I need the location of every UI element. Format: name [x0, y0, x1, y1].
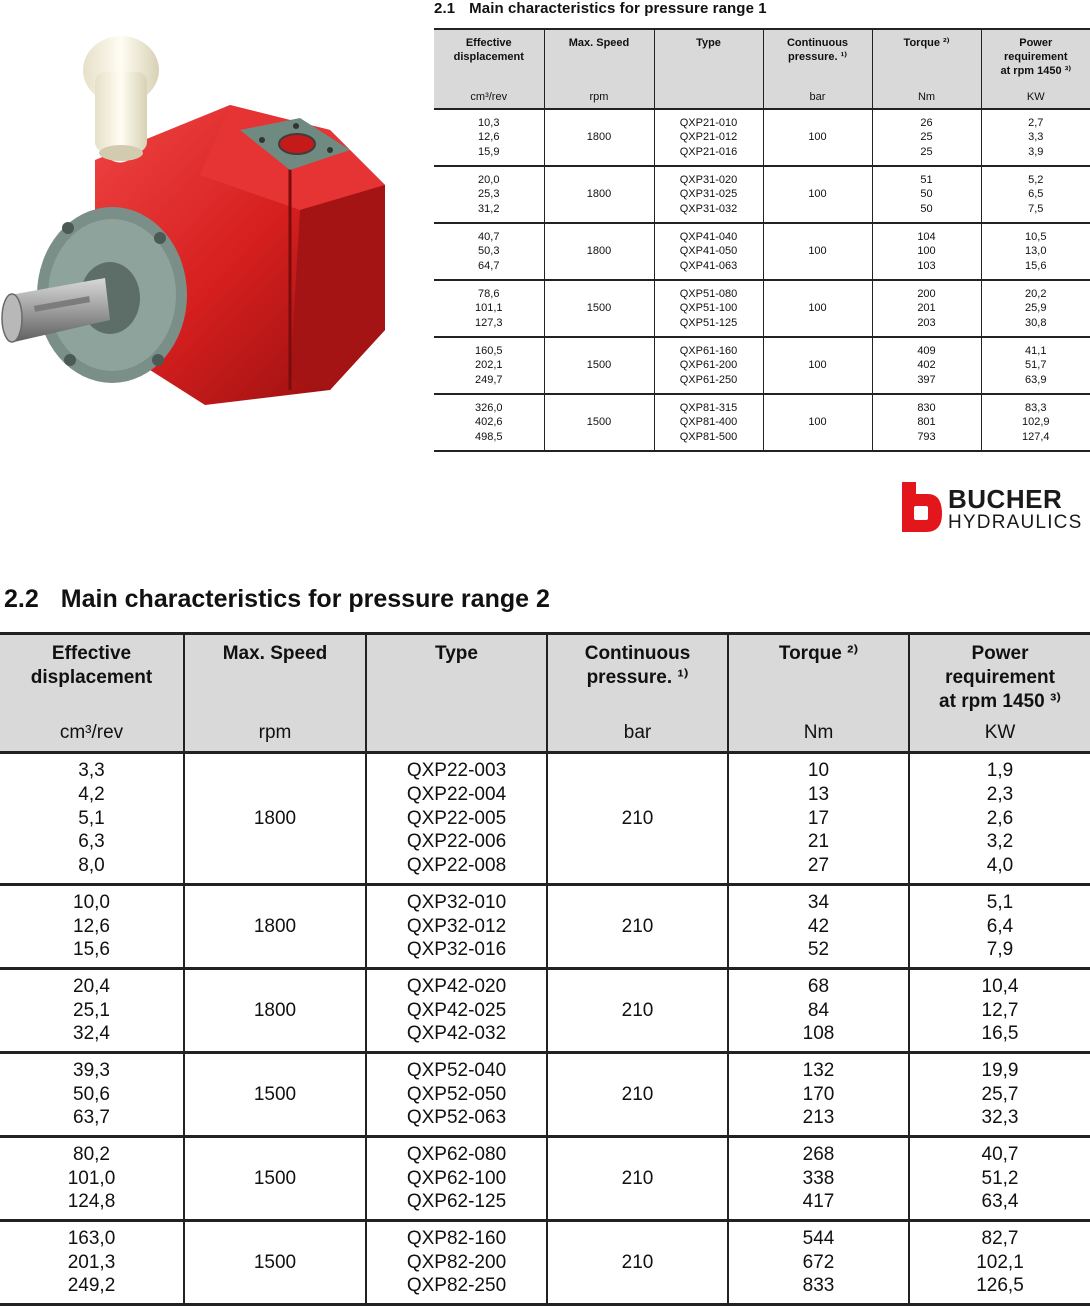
displacement-cell [434, 166, 544, 223]
displacement-value: 8,0 [0, 854, 183, 878]
pressure-range-1-table [434, 28, 1090, 452]
power-value: 3,3 [982, 130, 1090, 145]
column-header-label: Type [657, 36, 761, 50]
type-value: QXP41-063 [655, 259, 763, 274]
power-value: 51,2 [910, 1167, 1090, 1191]
table-row [0, 753, 1090, 885]
power-value: 13,0 [982, 244, 1090, 259]
displacement-value: 20,0 [434, 173, 544, 188]
speed-cell: 1800 [544, 166, 654, 223]
type-value: QXP21-010 [655, 116, 763, 131]
torque-value: 50 [873, 187, 981, 202]
displacement-value: 498,5 [434, 430, 544, 445]
column-header-label: pressure. ¹⁾ [766, 50, 870, 64]
column-header [981, 29, 1090, 109]
table-row [434, 109, 1090, 166]
torque-cell [728, 1053, 909, 1137]
torque-value: 108 [729, 1022, 908, 1046]
column-header [872, 29, 981, 109]
type-cell [654, 223, 763, 280]
displacement-value: 127,3 [434, 316, 544, 331]
power-value: 41,1 [982, 344, 1090, 359]
torque-value: 25 [873, 130, 981, 145]
displacement-value: 160,5 [434, 344, 544, 359]
displacement-value: 10,3 [434, 116, 544, 131]
torque-value: 397 [873, 373, 981, 388]
torque-value: 104 [873, 230, 981, 245]
torque-value: 830 [873, 401, 981, 416]
table-row [0, 1137, 1090, 1221]
torque-value: 402 [873, 358, 981, 373]
torque-value: 544 [729, 1227, 908, 1251]
section-2-heading: Main characteristics for pressure range 2 [61, 585, 550, 613]
power-value: 4,0 [910, 854, 1090, 878]
torque-value: 17 [729, 807, 908, 831]
power-value: 83,3 [982, 401, 1090, 416]
displacement-value: 20,4 [0, 975, 183, 999]
displacement-value: 12,6 [434, 130, 544, 145]
torque-value: 26 [873, 116, 981, 131]
speed-cell: 1500 [184, 1137, 366, 1221]
torque-value: 833 [729, 1274, 908, 1298]
power-cell [909, 1137, 1090, 1221]
torque-value: 42 [729, 915, 908, 939]
type-value: QXP31-032 [655, 202, 763, 217]
type-value: QXP42-032 [367, 1022, 546, 1046]
power-value: 40,7 [910, 1143, 1090, 1167]
displacement-value: 101,1 [434, 301, 544, 316]
type-value: QXP31-020 [655, 173, 763, 188]
displacement-cell [0, 1053, 184, 1137]
power-cell [981, 166, 1090, 223]
torque-value: 34 [729, 891, 908, 915]
column-header-label: Torque ²⁾ [875, 36, 979, 50]
type-value: QXP51-100 [655, 301, 763, 316]
power-value: 82,7 [910, 1227, 1090, 1251]
header-row [0, 634, 1090, 753]
torque-value: 200 [873, 287, 981, 302]
displacement-cell [434, 223, 544, 280]
displacement-value: 80,2 [0, 1143, 183, 1167]
power-cell [981, 280, 1090, 337]
speed-cell: 1800 [544, 223, 654, 280]
torque-value: 793 [873, 430, 981, 445]
displacement-value: 39,3 [0, 1059, 183, 1083]
section-2-title [4, 585, 550, 614]
displacement-value: 249,2 [0, 1274, 183, 1298]
power-value: 2,6 [910, 807, 1090, 831]
power-value: 51,7 [982, 358, 1090, 373]
speed-cell: 1800 [184, 969, 366, 1053]
power-value: 102,9 [982, 415, 1090, 430]
displacement-value: 3,3 [0, 759, 183, 783]
type-value: QXP51-080 [655, 287, 763, 302]
torque-value: 417 [729, 1190, 908, 1214]
torque-cell [728, 885, 909, 969]
type-value: QXP32-012 [367, 915, 546, 939]
column-header-label: displacement [4, 666, 179, 690]
type-cell [366, 969, 547, 1053]
table-row [434, 394, 1090, 451]
torque-cell [728, 969, 909, 1053]
displacement-value: 15,9 [434, 145, 544, 160]
pressure-cell: 100 [763, 394, 872, 451]
column-unit: rpm [185, 721, 365, 745]
power-value: 6,5 [982, 187, 1090, 202]
displacement-cell [0, 1137, 184, 1221]
column-unit: Nm [873, 90, 981, 104]
type-value: QXP62-125 [367, 1190, 546, 1214]
displacement-value: 25,1 [0, 999, 183, 1023]
column-header [654, 29, 763, 109]
torque-value: 103 [873, 259, 981, 274]
column-unit: KW [910, 721, 1090, 745]
displacement-cell [0, 885, 184, 969]
speed-cell: 1800 [544, 109, 654, 166]
pressure-cell: 100 [763, 280, 872, 337]
type-cell [366, 1053, 547, 1137]
type-value: QXP52-063 [367, 1106, 546, 1130]
column-header [909, 634, 1090, 753]
power-cell [981, 109, 1090, 166]
displacement-value: 25,3 [434, 187, 544, 202]
type-value: QXP81-315 [655, 401, 763, 416]
torque-cell [872, 337, 981, 394]
torque-value: 213 [729, 1106, 908, 1130]
type-value: QXP62-080 [367, 1143, 546, 1167]
torque-value: 68 [729, 975, 908, 999]
pressure-cell: 210 [547, 969, 728, 1053]
type-cell [366, 753, 547, 885]
displacement-value: 10,0 [0, 891, 183, 915]
displacement-value: 63,7 [0, 1106, 183, 1130]
type-value: QXP22-006 [367, 830, 546, 854]
type-cell [654, 109, 763, 166]
displacement-value: 78,6 [434, 287, 544, 302]
column-header [0, 634, 184, 753]
displacement-value: 326,0 [434, 401, 544, 416]
displacement-value: 5,1 [0, 807, 183, 831]
type-cell [654, 394, 763, 451]
power-value: 7,9 [910, 938, 1090, 962]
displacement-value: 32,4 [0, 1022, 183, 1046]
type-cell [366, 885, 547, 969]
power-value: 63,4 [910, 1190, 1090, 1214]
torque-value: 50 [873, 202, 981, 217]
table-row [434, 280, 1090, 337]
pressure-range-2-table [0, 632, 1090, 1306]
displacement-cell [0, 969, 184, 1053]
displacement-value: 249,7 [434, 373, 544, 388]
torque-value: 52 [729, 938, 908, 962]
type-value: QXP41-050 [655, 244, 763, 259]
type-value: QXP21-016 [655, 145, 763, 160]
displacement-value: 31,2 [434, 202, 544, 217]
torque-value: 21 [729, 830, 908, 854]
type-value: QXP42-025 [367, 999, 546, 1023]
torque-value: 100 [873, 244, 981, 259]
power-value: 19,9 [910, 1059, 1090, 1083]
pressure-cell: 100 [763, 337, 872, 394]
type-value: QXP81-400 [655, 415, 763, 430]
torque-value: 268 [729, 1143, 908, 1167]
torque-cell [872, 280, 981, 337]
torque-value: 170 [729, 1083, 908, 1107]
power-cell [909, 969, 1090, 1053]
speed-cell: 1500 [544, 280, 654, 337]
type-value: QXP22-003 [367, 759, 546, 783]
torque-value: 10 [729, 759, 908, 783]
power-value: 3,9 [982, 145, 1090, 160]
torque-value: 13 [729, 783, 908, 807]
displacement-cell [0, 753, 184, 885]
pressure-cell: 210 [547, 1221, 728, 1305]
type-value: QXP61-200 [655, 358, 763, 373]
column-header [763, 29, 872, 109]
type-value: QXP22-008 [367, 854, 546, 878]
displacement-value: 402,6 [434, 415, 544, 430]
type-value: QXP82-200 [367, 1251, 546, 1275]
column-header-label: requirement [914, 666, 1086, 690]
column-unit: cm³/rev [434, 90, 544, 104]
logo-sub-text: HYDRAULICS [948, 512, 1082, 534]
column-header-label: Continuous [766, 36, 870, 50]
column-header-label: Max. Speed [189, 642, 361, 666]
power-value: 1,9 [910, 759, 1090, 783]
power-value: 3,2 [910, 830, 1090, 854]
type-value: QXP32-016 [367, 938, 546, 962]
column-header [366, 634, 547, 753]
power-cell [909, 1053, 1090, 1137]
torque-value: 338 [729, 1167, 908, 1191]
type-value: QXP82-160 [367, 1227, 546, 1251]
type-value: QXP21-012 [655, 130, 763, 145]
power-value: 32,3 [910, 1106, 1090, 1130]
speed-cell: 1500 [544, 337, 654, 394]
column-header-label: displacement [436, 50, 542, 64]
displacement-value: 15,6 [0, 938, 183, 962]
torque-value: 672 [729, 1251, 908, 1275]
type-cell [366, 1221, 547, 1305]
type-value: QXP81-500 [655, 430, 763, 445]
power-value: 10,4 [910, 975, 1090, 999]
type-cell [654, 280, 763, 337]
displacement-value: 6,3 [0, 830, 183, 854]
speed-cell: 1500 [184, 1221, 366, 1305]
displacement-value: 101,0 [0, 1167, 183, 1191]
column-header-label: Effective [436, 36, 542, 50]
torque-cell [872, 394, 981, 451]
column-unit: bar [548, 721, 727, 745]
torque-value: 51 [873, 173, 981, 188]
table-row [0, 1221, 1090, 1305]
section-1-heading: Main characteristics for pressure range 1 [469, 0, 767, 17]
power-cell [981, 394, 1090, 451]
column-unit: rpm [545, 90, 654, 104]
power-value: 102,1 [910, 1251, 1090, 1275]
column-header-label: at rpm 1450 ³⁾ [984, 64, 1089, 78]
power-cell [981, 223, 1090, 280]
column-unit: bar [764, 90, 872, 104]
power-cell [981, 337, 1090, 394]
displacement-value: 4,2 [0, 783, 183, 807]
torque-value: 84 [729, 999, 908, 1023]
power-value: 12,7 [910, 999, 1090, 1023]
displacement-value: 201,3 [0, 1251, 183, 1275]
section-2-number: 2.2 [4, 585, 39, 613]
displacement-cell [434, 109, 544, 166]
column-header [184, 634, 366, 753]
power-value: 126,5 [910, 1274, 1090, 1298]
power-value: 25,7 [910, 1083, 1090, 1107]
column-header [728, 634, 909, 753]
column-header-label: Effective [4, 642, 179, 666]
type-cell [654, 337, 763, 394]
type-value: QXP52-050 [367, 1083, 546, 1107]
power-cell [909, 1221, 1090, 1305]
table-row [434, 337, 1090, 394]
column-header-label: pressure. ¹⁾ [552, 666, 723, 690]
pressure-cell: 210 [547, 1053, 728, 1137]
power-value: 2,3 [910, 783, 1090, 807]
column-header [544, 29, 654, 109]
power-value: 16,5 [910, 1022, 1090, 1046]
torque-cell [728, 753, 909, 885]
power-cell [909, 753, 1090, 885]
power-value: 5,2 [982, 173, 1090, 188]
section-1-title [434, 0, 767, 17]
column-header-label: Continuous [552, 642, 723, 666]
column-header-label: Torque ²⁾ [733, 642, 904, 666]
torque-value: 409 [873, 344, 981, 359]
type-value: QXP61-160 [655, 344, 763, 359]
type-value: QXP61-250 [655, 373, 763, 388]
power-value: 6,4 [910, 915, 1090, 939]
power-value: 127,4 [982, 430, 1090, 445]
pressure-cell: 100 [763, 223, 872, 280]
type-value: QXP52-040 [367, 1059, 546, 1083]
type-cell [654, 166, 763, 223]
torque-value: 203 [873, 316, 981, 331]
speed-cell: 1500 [544, 394, 654, 451]
type-value: QXP22-004 [367, 783, 546, 807]
power-value: 15,6 [982, 259, 1090, 274]
column-header [434, 29, 544, 109]
bucher-logo-mark-icon [898, 480, 946, 534]
power-value: 20,2 [982, 287, 1090, 302]
type-value: QXP82-250 [367, 1274, 546, 1298]
torque-value: 801 [873, 415, 981, 430]
power-value: 2,7 [982, 116, 1090, 131]
hydraulic-pump-image [0, 10, 400, 410]
torque-cell [872, 166, 981, 223]
type-cell [366, 1137, 547, 1221]
pressure-cell: 100 [763, 109, 872, 166]
displacement-value: 40,7 [434, 230, 544, 245]
pressure-cell: 100 [763, 166, 872, 223]
section-1-number: 2.1 [434, 0, 455, 17]
power-value: 30,8 [982, 316, 1090, 331]
type-value: QXP32-010 [367, 891, 546, 915]
displacement-value: 163,0 [0, 1227, 183, 1251]
pressure-cell: 210 [547, 885, 728, 969]
displacement-value: 50,3 [434, 244, 544, 259]
column-unit: Nm [729, 721, 908, 745]
column-header-label: Max. Speed [547, 36, 652, 50]
torque-cell [872, 109, 981, 166]
type-value: QXP62-100 [367, 1167, 546, 1191]
pressure-cell: 210 [547, 753, 728, 885]
power-value: 10,5 [982, 230, 1090, 245]
displacement-value: 64,7 [434, 259, 544, 274]
column-header-label: Power [984, 36, 1089, 50]
displacement-cell [434, 394, 544, 451]
torque-value: 25 [873, 145, 981, 160]
type-value: QXP42-020 [367, 975, 546, 999]
type-value: QXP31-025 [655, 187, 763, 202]
torque-value: 132 [729, 1059, 908, 1083]
power-value: 63,9 [982, 373, 1090, 388]
type-value: QXP51-125 [655, 316, 763, 331]
power-value: 5,1 [910, 891, 1090, 915]
displacement-cell [434, 337, 544, 394]
type-value: QXP41-040 [655, 230, 763, 245]
power-cell [909, 885, 1090, 969]
table-row [0, 969, 1090, 1053]
torque-cell [872, 223, 981, 280]
displacement-value: 124,8 [0, 1190, 183, 1214]
speed-cell: 1800 [184, 885, 366, 969]
column-header-label: at rpm 1450 ³⁾ [914, 690, 1086, 714]
logo-brand-text: BUCHER [948, 484, 1062, 515]
displacement-cell [0, 1221, 184, 1305]
table-row [0, 885, 1090, 969]
torque-cell [728, 1221, 909, 1305]
displacement-value: 12,6 [0, 915, 183, 939]
header-row [434, 29, 1090, 109]
torque-value: 27 [729, 854, 908, 878]
pressure-cell: 210 [547, 1137, 728, 1221]
bucher-hydraulics-logo [898, 480, 1090, 536]
column-header-label: Power [914, 642, 1086, 666]
torque-value: 201 [873, 301, 981, 316]
table-row [434, 223, 1090, 280]
table-row [434, 166, 1090, 223]
column-unit: cm³/rev [0, 721, 183, 745]
table-row [0, 1053, 1090, 1137]
torque-cell [728, 1137, 909, 1221]
column-header-label: Type [371, 642, 542, 666]
power-value: 7,5 [982, 202, 1090, 217]
displacement-value: 202,1 [434, 358, 544, 373]
speed-cell: 1500 [184, 1053, 366, 1137]
displacement-cell [434, 280, 544, 337]
type-value: QXP22-005 [367, 807, 546, 831]
column-header [547, 634, 728, 753]
speed-cell: 1800 [184, 753, 366, 885]
column-unit: KW [982, 90, 1090, 104]
column-header-label: requirement [984, 50, 1089, 64]
displacement-value: 50,6 [0, 1083, 183, 1107]
power-value: 25,9 [982, 301, 1090, 316]
